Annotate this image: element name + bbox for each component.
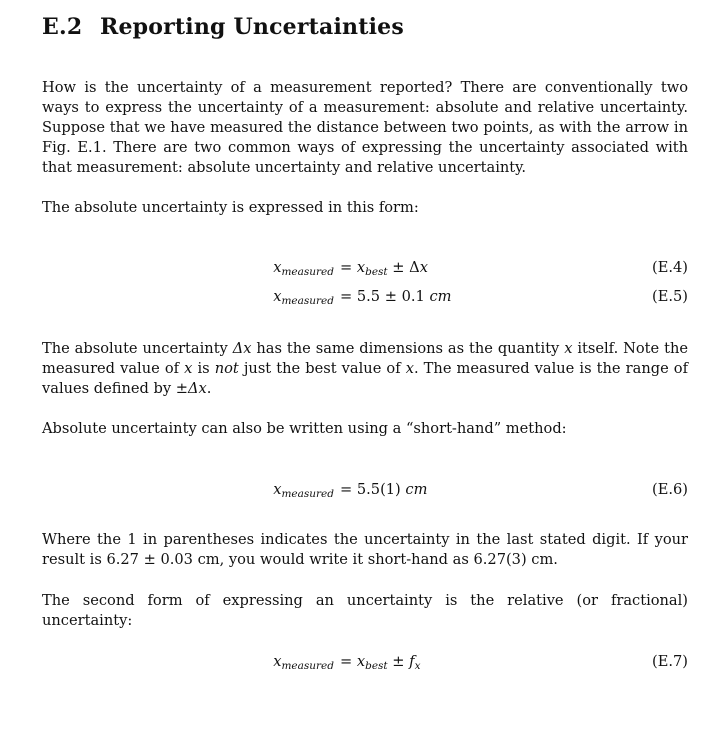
equation-rhs: = $x_{best} \pm \Delta x$ <box>340 259 428 278</box>
equation-e5 <box>42 288 688 310</box>
relative-uncertainty-paragraph: The second form of expressing an uncertainty is the relative (or fractional) uncertainty: <box>42 592 688 629</box>
equation-number: (E.4) <box>652 259 688 276</box>
equation-rhs: = 5.5(1) cm <box>340 481 428 498</box>
equation-lhs: $x_{measured}$ <box>273 481 334 500</box>
equation-e7 <box>42 653 688 675</box>
equation-rhs: = $x_{best} \pm f_x$ <box>340 653 421 672</box>
section-number: E.2 <box>42 14 83 40</box>
equation-e6 <box>42 481 688 503</box>
section-title: Reporting Uncertainties <box>100 14 404 40</box>
absolute-uncertainty-paragraph: The absolute uncertainty Δx has the same dimensions as the quantity x itself. Note the measured value of x is not just the best value of x. The measured value is the range of values defined by ±Δx. <box>42 340 688 397</box>
equation-e4 <box>42 259 688 281</box>
absolute-form-paragraph: The absolute uncertainty is expressed in this form: <box>42 199 419 216</box>
shorthand-explanation-paragraph: Where the 1 in parentheses indicates the uncertainty in the last stated digit. If your result is 6.27 ± 0.03 cm, you would write it short-hand as 6.27(3) cm. <box>42 531 688 568</box>
equation-lhs: $x_{measured}$ <box>273 653 334 672</box>
intro-paragraph: How is the uncertainty of a measurement reported? There are conventionally two ways to express the uncertainty of a measurement: absolute and relative uncertainty. Suppose that we have measured the distance between two points, as with the arrow in Fig. E.1. There are two common ways of expressing the uncertainty associated with that measurement: absolute uncertainty and relative uncertainty. <box>42 79 688 176</box>
equation-number: (E.7) <box>652 653 688 670</box>
equation-lhs: $x_{measured}$ <box>273 288 334 307</box>
shorthand-paragraph: Absolute uncertainty can also be written using a “short-hand” method: <box>42 420 567 437</box>
equation-lhs: $x_{measured}$ <box>273 259 334 278</box>
equation-number: (E.5) <box>652 288 688 305</box>
section-heading <box>42 14 404 40</box>
equation-rhs: = 5.5 ± 0.1 cm <box>340 288 452 305</box>
equation-number: (E.6) <box>652 481 688 498</box>
